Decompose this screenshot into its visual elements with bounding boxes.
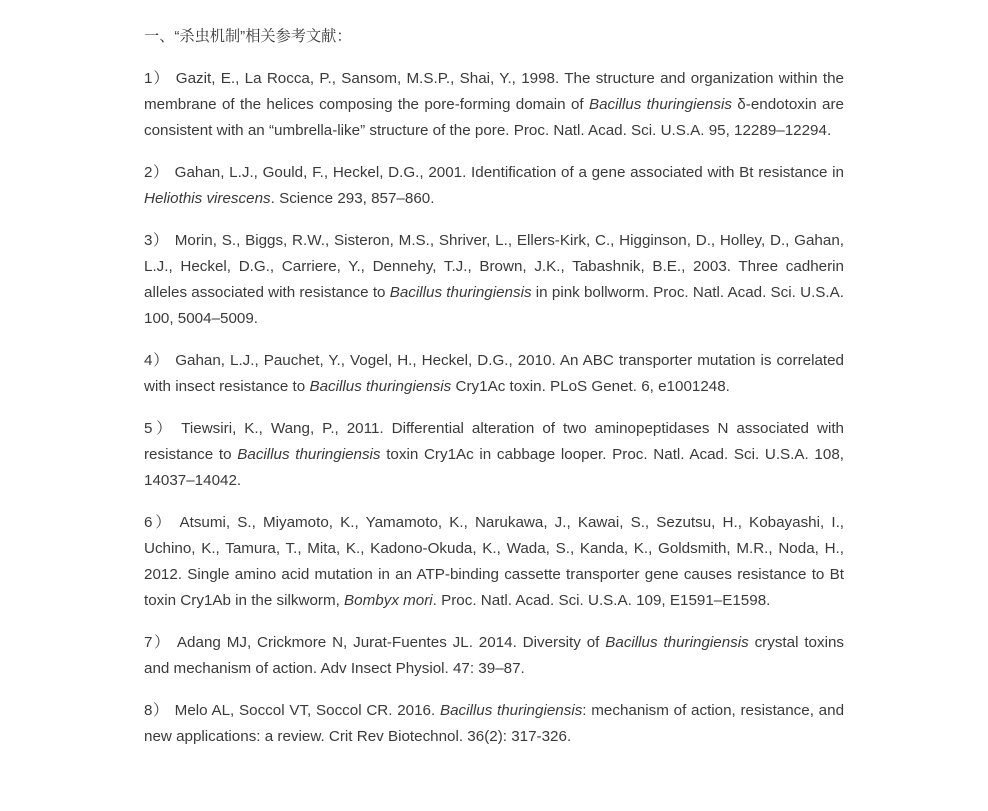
species-name: Bacillus thuringiensis [588,96,732,113]
reference-text: Tiewsiri, K., Wang, P., 2011. Differential alteration of two aminopeptidases N associated with resistance to [144,420,844,463]
reference-number: 2） [144,164,169,181]
reference-item [144,630,844,682]
reference-number: 4） [144,352,170,369]
reference-number: 6） [144,514,174,531]
reference-number: 8） [144,702,169,719]
reference-text: in pink bollworm. Proc. Natl. Acad. Sci. U.S.A. 100, 5004–5009. [144,284,844,327]
reference-item [144,698,844,750]
reference-text: Gahan, L.J., Gould, F., Heckel, D.G., 2001. Identification of a gene associated with Bt resistance in [174,164,844,181]
species-name: Bacillus thuringiensis [309,378,452,395]
species-name: Bacillus thuringiensis [439,702,583,719]
reference-text: crystal toxins and mechanism of action. Adv Insect Physiol. 47: 39–87. [144,634,845,677]
reference-text: Morin, S., Biggs, R.W., Sisteron, M.S., Shriver, L., Ellers-Kirk, C., Higginson, D., Holley, D., Gahan, L.J., Heckel, D.G., Carriere, Y., Dennehy, T.J., Brown, J.K., Tabashnik, B.E., 2003. Three cadherin alleles associated with resistance to [144,232,844,301]
reference-item [144,348,844,400]
reference-list [144,66,844,750]
reference-number: 5） [144,420,176,437]
reference-number: 7） [144,634,171,651]
reference-text: Adang MJ, Crickmore N, Jurat-Fuentes JL. 2014. Diversity of [176,634,606,651]
reference-text: Melo AL, Soccol VT, Soccol CR. 2016. [174,702,440,719]
reference-text: : mechanism of action, resistance, and new applications: a review. Crit Rev Biotechnol. 36(2): 317-326. [144,702,845,745]
reference-item [144,510,844,614]
reference-text: δ-endotoxin are consistent with an “umbrella-like” structure of the pore. Proc. Natl. Acad. Sci. U.S.A. 95, 12289–12294. [144,96,844,139]
reference-text: Gazit, E., La Rocca, P., Sansom, M.S.P., Shai, Y., 1998. The structure and organization within the membrane of the helices composing the pore-forming domain of [144,70,844,113]
reference-text: . Proc. Natl. Acad. Sci. U.S.A. 109, E1591–E1598. [432,592,771,609]
reference-text: Gahan, L.J., Pauchet, Y., Vogel, H., Heckel, D.G., 2010. An ABC transporter mutation is correlated with insect resistance to [144,352,845,395]
reference-number: 1） [144,70,170,87]
reference-item [144,416,844,494]
reference-text: Cry1Ac toxin. PLoS Genet. 6, e1001248. [451,378,730,395]
reference-text: toxin Cry1Ac in cabbage looper. Proc. Natl. Acad. Sci. U.S.A. 108, 14037–14042. [144,446,844,489]
reference-number: 3） [144,232,169,249]
reference-item [144,228,844,332]
species-name: Bacillus thuringiensis [605,634,749,651]
species-name: Bacillus thuringiensis [237,446,381,463]
section-heading: 一、“杀虫机制”相关参考文献： [144,28,352,45]
species-name: Bacillus thuringiensis [389,284,532,301]
species-name: Heliothis virescens [144,190,271,207]
reference-item [144,66,844,144]
species-name: Bombyx mori [344,592,433,609]
reference-item [144,160,844,212]
reference-text: . Science 293, 857–860. [270,190,435,207]
reference-document [144,24,844,766]
reference-text: Atsumi, S., Miyamoto, K., Yamamoto, K., Narukawa, J., Kawai, S., Sezutsu, H., Kobayashi, I., Uchino, K., Tamura, T., Mita, K., Kadono-Okuda, K., Wada, S., Kanda, K., Goldsmith, M.R., Noda, H., 2012. Single amino acid mutation in an ATP-binding cassette transporter gene causes resistance to Bt toxin Cry1Ab in the silkworm, [144,514,845,609]
